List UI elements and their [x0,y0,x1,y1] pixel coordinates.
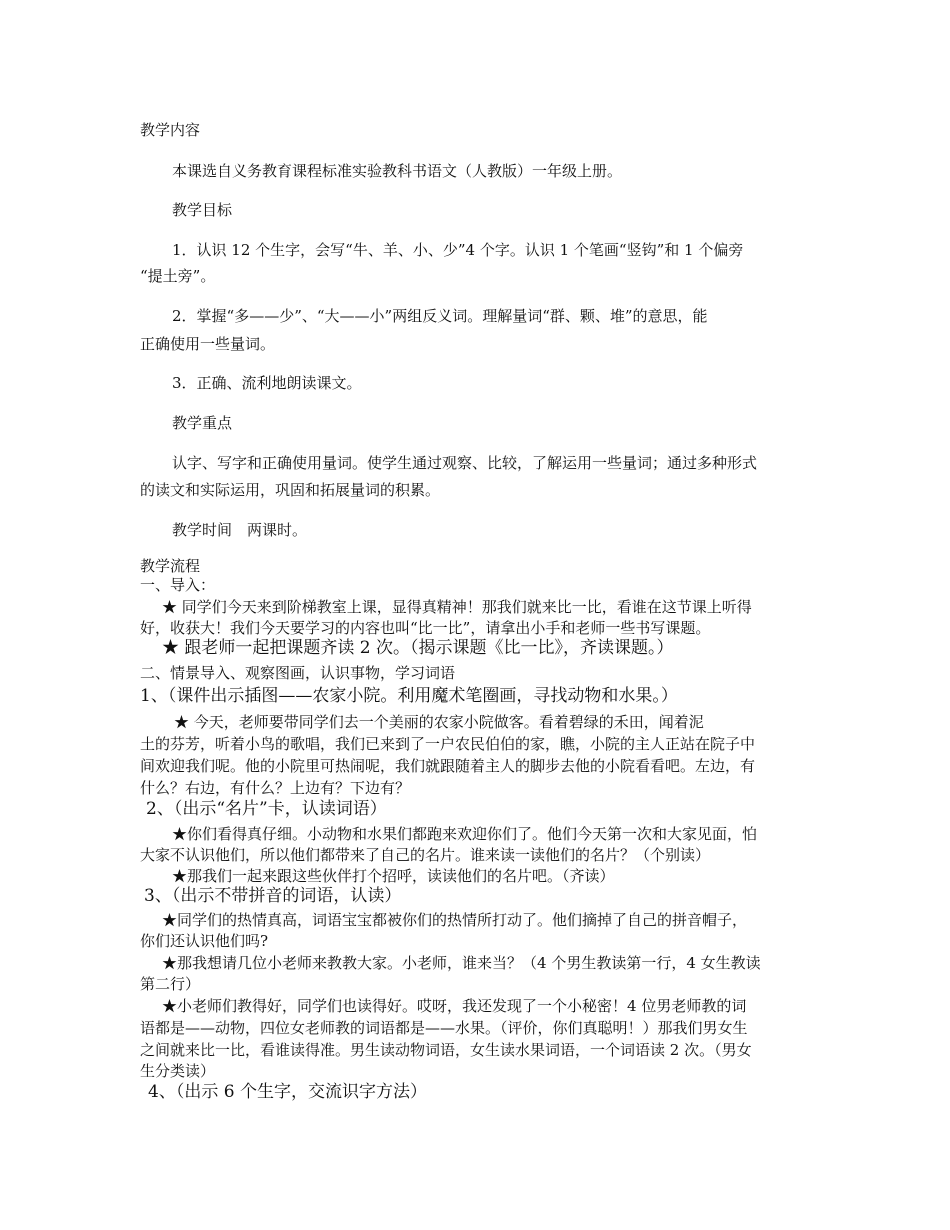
heading-key-points: 教学重点 [172,414,233,432]
step-2-line-1: ★你们看得真仔细。小动物和水果们都跑来欢迎你们了。他们今天第一次和大家见面，怕 [172,825,758,843]
intro-line-2: 好，收获大！我们今天要学习的内容也叫“比一比”，请拿出小手和老师一些书写课题。 [140,619,711,637]
objective-2-line-1: 2．掌握“多——少”、“大——小”两组反义词。理解量词“群、颗、堆”的意思，能 [172,307,708,325]
step-3-line-5: ★小老师们教得好，同学们也读得好。哎呀，我还发现了一个小秘密！4 位男老师教的词 [162,997,747,1015]
teaching-time: 教学时间 两课时。 [172,521,308,539]
step-3-line-6: 语都是——动物，四位女老师教的词语都是——水果。（评价，你们真聪明！）那我们男女生 [140,1019,748,1037]
step-1-heading: 1、（课件出示插图——农家小院。利用魔术笔圈画，寻找动物和水果。） [140,686,678,706]
heading-objectives: 教学目标 [172,201,233,219]
step-3-line-4: 第二行） [140,975,201,993]
step-4-heading: 4、（出示 6 个生字，交流识字方法） [148,1082,427,1102]
step-3-line-3: ★那我想请几位小老师来教教大家。小老师，谁来当？（4 个男生教读第一行，4 女生教读 [162,954,761,972]
intro-line-3: ★ 跟老师一起把课题齐读 2 次。（揭示课题《比一比》，齐读课题。） [162,638,674,658]
step-1-line-1: ★ 今天，老师要带同学们去一个美丽的农家小院做客。看着碧绿的禾田，闻着泥 [174,713,704,731]
step-3-line-2: 你们还认识他们吗? [140,932,269,950]
step-2-line-2: 大家不认识他们，所以他们都带来了自己的名片。谁来读一读他们的名片？（个别读） [140,846,711,864]
objective-2-line-2: 正确使用一些量词。 [140,335,276,353]
step-2-heading: 2、（出示“名片”卡，认读词语） [146,799,387,819]
heading-process: 教学流程 [140,557,201,575]
paragraph-source: 本课选自义务教育课程标准实验教科书语文（人教版）一年级上册。 [172,162,623,180]
step-2-line-3: ★那我们一起来跟这些伙伴打个招呼，读读他们的名片吧。（齐读） [172,867,615,885]
objective-3: 3．正确、流利地朗读课文。 [172,374,362,392]
heading-content: 教学内容 [140,121,201,139]
objective-1-line-2: “提土旁”。 [140,267,216,285]
section-1-heading: 一、导入： [140,576,216,594]
section-2-heading: 二、情景导入、观察图画，认识事物，学习词语 [140,664,456,682]
intro-line-1: ★ 同学们今天来到阶梯教室上课，显得真精神！那我们就来比一比，看谁在这节课上听得 [162,598,752,616]
key-points-line-2: 的读文和实际运用，巩固和拓展量词的积累。 [140,481,441,499]
objective-1-line-1: 1．认识 12 个生字，会写“牛、羊、小、少”4 个字。认识 1 个笔画“竖钩”和 1 个偏旁 [172,241,744,259]
step-1-line-2: 土的芬芳，听着小鸟的歌唱，我们已来到了一户农民伯伯的家，瞧，小院的主人正站在院子中 [140,735,756,753]
step-3-line-1: ★同学们的热情真高，词语宝宝都被你们的热情所打动了。他们摘掉了自己的拼音帽子， [162,911,748,929]
step-3-line-8: 生分类读） [140,1062,216,1080]
step-3-line-7: 之间就来比一比，看谁读得准。男生读动物词语，女生读水果词语，一个词语读 2 次。（男女 [140,1041,752,1059]
step-3-heading: 3、（出示不带拼音的词语，认读） [144,886,402,906]
step-1-line-3: 间欢迎我们呢。他的小院里可热闹呢，我们就跟随着主人的脚步去他的小院看看吧。左边，有 [140,757,756,775]
key-points-line-1: 认字、写字和正确使用量词。使学生通过观察、比较，了解运用一些量词；通过多种形式 [172,454,758,472]
step-1-line-4: 什么？右边，有什么？上边有？下边有？ [140,779,411,797]
